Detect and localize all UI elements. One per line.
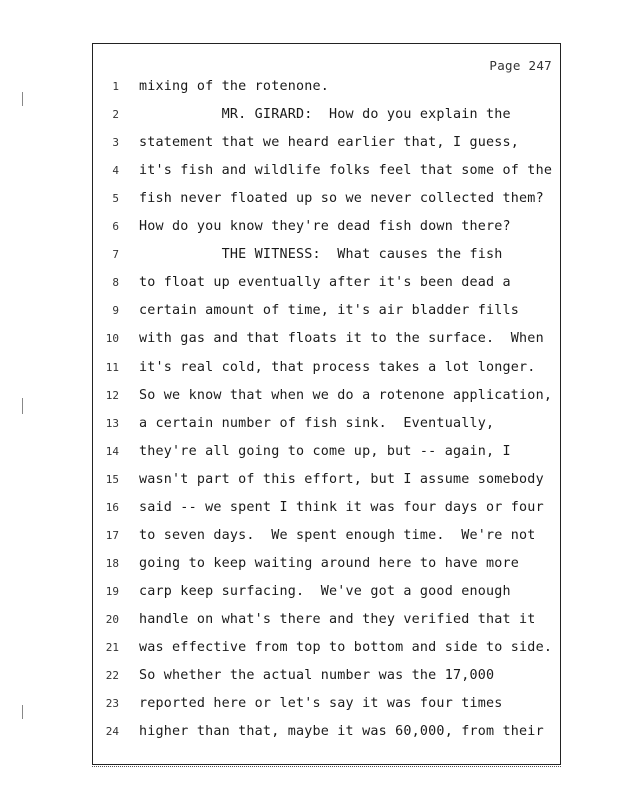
line-number: 6: [112, 220, 119, 234]
transcript-line: [93, 219, 560, 239]
transcript-line: [93, 640, 560, 660]
line-text: wasn't part of this effort, but I assume somebody: [139, 471, 544, 487]
line-text: with gas and that floats it to the surface. When: [139, 331, 544, 347]
transcript-line: [93, 724, 560, 744]
transcript-line: [93, 247, 560, 267]
line-text: to float up eventually after it's been dead a: [139, 275, 511, 291]
line-number: 8: [112, 276, 119, 290]
line-number: 11: [105, 360, 119, 374]
transcript-line: [93, 528, 560, 548]
line-number: 22: [105, 669, 119, 683]
line-number: 7: [112, 248, 119, 262]
line-number: 5: [112, 192, 119, 206]
transcript-line: [93, 275, 560, 295]
line-text: carp keep surfacing. We've got a good enough: [139, 583, 511, 599]
line-text: So we know that when we do a rotenone application,: [139, 387, 553, 403]
transcript-line: [93, 668, 560, 688]
line-text: higher than that, maybe it was 60,000, from their: [139, 724, 544, 740]
left-margin-mark: [22, 705, 23, 719]
line-number: 21: [105, 641, 119, 654]
transcript-line: [93, 416, 560, 436]
line-number: 15: [105, 472, 119, 486]
line-number: 1: [112, 80, 119, 93]
line-text: a certain number of fish sink. Eventually,: [139, 415, 495, 431]
transcript-line: [93, 135, 560, 155]
transcript-line: [93, 612, 560, 632]
transcript-line: [93, 584, 560, 604]
line-number: 2: [112, 108, 119, 122]
transcript-line: [93, 472, 560, 492]
line-text: to seven days. We spent enough time. We're not: [139, 527, 536, 543]
line-number: 3: [112, 136, 119, 150]
line-number: 17: [105, 528, 119, 542]
transcript-line: [93, 444, 560, 464]
line-number: 18: [105, 556, 119, 570]
transcript-line: [93, 191, 560, 211]
line-number: 19: [105, 584, 119, 598]
line-text: handle on what's there and they verified that it: [139, 611, 536, 627]
line-text: How do you know they're dead fish down there?: [139, 219, 511, 235]
line-text: it's fish and wildlife folks feel that some of the: [139, 163, 553, 179]
transcript-line: [93, 388, 560, 408]
transcript-line: [93, 303, 560, 323]
line-number: 14: [105, 444, 119, 458]
line-text: THE WITNESS: What causes the fish: [139, 247, 503, 263]
line-text: said -- we spent I think it was four days or four: [139, 499, 544, 515]
transcript-line: [93, 696, 560, 716]
transcript-page: [92, 43, 561, 765]
line-text: reported here or let's say it was four times: [139, 696, 503, 712]
line-text: going to keep waiting around here to have more: [139, 555, 520, 571]
transcript-line: [93, 163, 560, 183]
line-text: So whether the actual number was the 17,000: [139, 668, 495, 684]
transcript-line: [93, 107, 560, 127]
line-text: they're all going to come up, but -- again, I: [139, 443, 511, 459]
left-margin-mark: [22, 398, 23, 414]
line-number: 4: [112, 164, 119, 178]
line-number: 10: [105, 332, 119, 346]
line-text: mixing of the rotenone.: [139, 79, 330, 94]
line-text: it's real cold, that process takes a lot longer.: [139, 359, 536, 375]
line-number: 24: [105, 725, 119, 739]
line-number: 20: [105, 612, 119, 626]
transcript-line: [93, 79, 560, 99]
transcript-line: [93, 500, 560, 520]
line-number: 16: [105, 500, 119, 514]
line-number: 12: [105, 388, 119, 402]
line-text: fish never floated up so we never collected them?: [139, 191, 544, 207]
left-margin-mark: [22, 92, 23, 106]
bottom-rule: [92, 766, 561, 767]
line-number: 9: [112, 304, 119, 318]
line-number: 13: [105, 416, 119, 430]
transcript-line: [93, 331, 560, 351]
line-text: was effective from top to bottom and side to side.: [139, 640, 553, 655]
line-text: MR. GIRARD: How do you explain the: [139, 107, 511, 123]
transcript-line: [93, 556, 560, 576]
line-text: statement that we heard earlier that, I guess,: [139, 135, 520, 151]
line-text: certain amount of time, it's air bladder fills: [139, 303, 520, 319]
page-number-label: Page 247: [489, 58, 552, 73]
transcript-line: [93, 360, 560, 380]
line-number: 23: [105, 697, 119, 711]
